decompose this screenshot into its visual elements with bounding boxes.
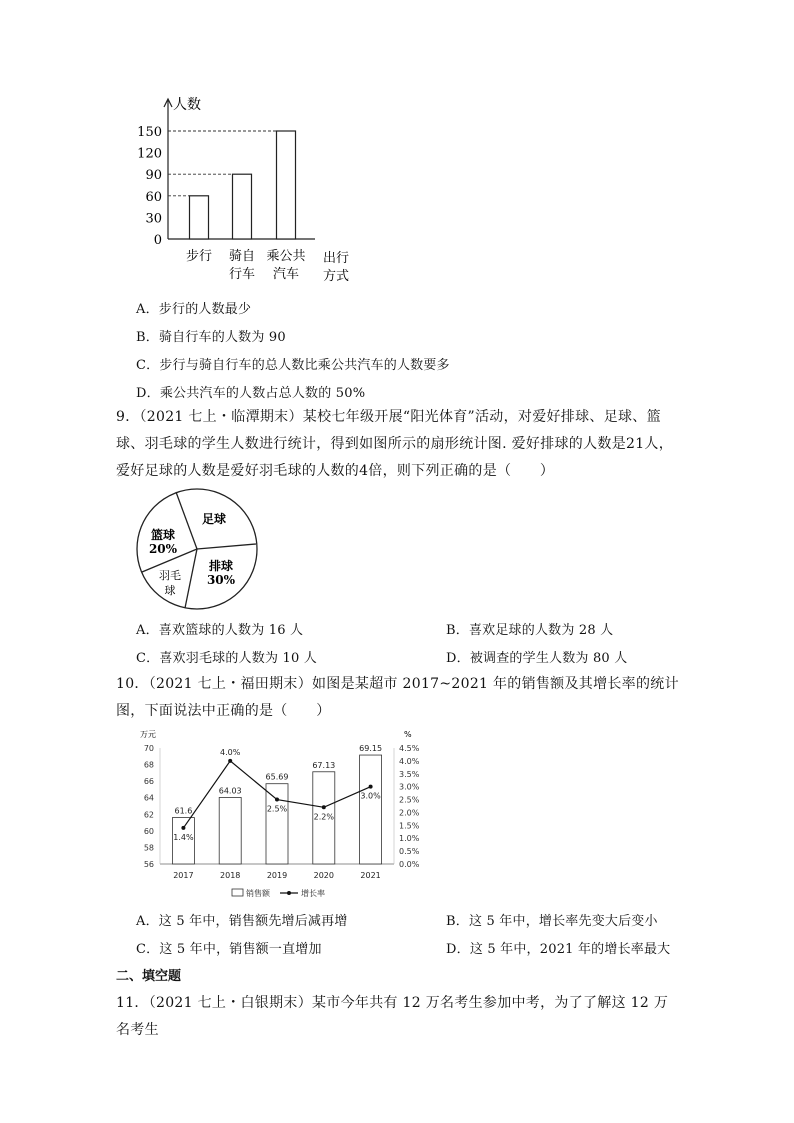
sports-pie-chart <box>134 488 262 612</box>
chart2-right-unit: % <box>404 730 412 739</box>
chart2-bar-2019 <box>266 784 288 864</box>
section-heading-fill-in: 二、填空题 <box>116 969 182 984</box>
chart1-x-tick-3-line2: 汽车 <box>272 267 300 282</box>
chart1-x-tick-1-line1: 步行 <box>185 249 213 264</box>
chart2-left-tick-56: 56 <box>143 860 154 869</box>
pie-label-football: 足球 <box>201 512 227 526</box>
chart2-right-tick-2.5%: 2.5% <box>399 795 420 805</box>
chart1-bar-1 <box>190 196 209 239</box>
question-10-text: 10．（2021 七上・福田期末）如图是某超市 2017~2021 年的销售额及其增长率的统计图，下面说法中正确的是（ ） <box>116 676 679 719</box>
chart2-left-tick-60: 60 <box>143 826 154 836</box>
chart2-right-tick-1.5%: 1.5% <box>399 821 420 831</box>
chart2-bar-2018 <box>219 797 241 864</box>
chart2-right-axis-ticks <box>399 744 420 869</box>
chart2-left-tick-66: 66 <box>143 777 154 787</box>
chart2-growth-point-2021 <box>369 785 373 789</box>
q10-option-c[interactable]: C．这 5 年中，销售额一直增加 <box>136 942 322 957</box>
chart2-legend <box>232 888 325 898</box>
chart2-x-tick-2019: 2019 <box>266 871 288 880</box>
chart2-growth-label-2018: 4.0% <box>220 747 241 757</box>
chart2-left-tick-62: 62 <box>143 810 154 820</box>
chart1-x-tick-3-line1: 乘公共 <box>266 249 306 264</box>
chart2-right-tick-4.0%: 4.0% <box>399 756 420 766</box>
chart2-bar-label-2018: 64.03 <box>218 786 242 796</box>
pie-label-volleyball: 排球 <box>208 559 234 573</box>
chart2-bar-label-2021: 69.15 <box>359 744 383 754</box>
chart1-y-tick-labels <box>137 125 162 248</box>
chart2-x-tick-labels <box>173 871 381 880</box>
chart1-x-axis-label-line2: 方式 <box>322 269 350 284</box>
q8-option-a[interactable]: A．步行的人数最少 <box>136 302 252 317</box>
chart2-growth-label-2017: 1.4% <box>173 832 194 842</box>
chart1-x-tick-labels <box>186 248 306 282</box>
q9-option-a[interactable]: A．喜欢篮球的人数为 16 人 <box>136 623 304 638</box>
chart2-legend-line-marker <box>287 891 291 895</box>
chart2-x-tick-2021: 2021 <box>360 871 381 880</box>
q10-option-a[interactable]: A．这 5 年中，销售额先增后减再增 <box>136 914 348 929</box>
chart2-bar-label-2017: 61.6 <box>174 806 193 816</box>
chart1-x-axis-label-line1: 出行 <box>322 251 350 266</box>
chart1-y-tick-60: 60 <box>145 189 162 205</box>
chart2-growth-label-2021: 3.0% <box>360 791 381 801</box>
q8-option-b[interactable]: B．骑自行车的人数为 90 <box>136 330 286 345</box>
chart2-left-tick-58: 58 <box>143 843 154 853</box>
question-9-text: 9．（2021 七上・临潭期末）某校七年级开展“阳光体育”活动，对爱好排球、足球、篮球、羽毛球的学生人数进行统计，得到如图所示的扇形统计图. 爱好排球的人数是21人，爱好足球的人数是爱好羽毛球的人数的4倍，则下列正确的是（ ） <box>116 409 674 479</box>
chart1-guide-lines <box>168 131 277 196</box>
chart2-legend-bar-label: 销售额 <box>246 889 270 898</box>
q9-option-b[interactable]: B．喜欢足球的人数为 28 人 <box>446 623 614 638</box>
chart2-bar-label-2019: 65.69 <box>265 772 289 782</box>
chart2-right-tick-0.5%: 0.5% <box>399 847 420 857</box>
chart1-x-axis-label <box>323 250 349 284</box>
chart2-growth-point-2019 <box>275 798 279 802</box>
sales-growth-combo-chart <box>136 727 436 905</box>
pie-label-basketball: 篮球 <box>150 528 176 542</box>
chart2-left-tick-64: 64 <box>143 793 154 803</box>
chart2-left-tick-68: 68 <box>143 760 154 770</box>
chart2-legend-bar-swatch <box>232 889 243 896</box>
q10-option-b[interactable]: B．这 5 年中，增长率先变大后变小 <box>446 914 658 929</box>
chart1-bar-3 <box>277 131 296 239</box>
chart2-legend-line-label: 增长率 <box>301 889 325 898</box>
chart2-growth-point-2017 <box>181 826 185 830</box>
chart2-right-tick-0.0%: 0.0% <box>399 860 420 869</box>
chart1-y-axis-label: 人数 <box>173 97 201 113</box>
chart2-right-tick-3.5%: 3.5% <box>399 769 420 779</box>
pie-label-basketball-percent: 20% <box>148 542 178 556</box>
chart2-growth-point-2020 <box>322 805 326 809</box>
q9-option-d[interactable]: D．被调查的学生人数为 80 人 <box>446 651 628 666</box>
travel-mode-bar-chart <box>135 92 375 287</box>
chart2-bar-label-2020: 67.13 <box>312 760 336 770</box>
chart1-y-tick-120: 120 <box>137 146 162 162</box>
chart2-bar-2021 <box>360 755 382 864</box>
chart2-right-tick-3.0%: 3.0% <box>399 782 420 792</box>
chart2-growth-point-2018 <box>228 759 232 763</box>
pie-label-badminton-line2: 球 <box>164 584 176 597</box>
q9-option-c[interactable]: C．喜欢羽毛球的人数为 10 人 <box>136 651 317 666</box>
chart1-x-tick-2-line1: 骑自 <box>228 249 256 264</box>
chart2-left-axis-ticks <box>144 744 154 869</box>
q8-option-c[interactable]: C．步行与骑自行车的总人数比乘公共汽车的人数要多 <box>136 358 450 373</box>
chart2-right-tick-1.0%: 1.0% <box>399 834 420 844</box>
pie-label-badminton-line1: 羽毛 <box>159 569 181 582</box>
chart1-y-tick-30: 30 <box>145 211 162 227</box>
chart2-x-tick-2018: 2018 <box>220 871 241 880</box>
chart2-growth-label-2019: 2.5% <box>266 804 288 814</box>
chart1-bar-2 <box>233 174 252 239</box>
chart2-right-tick-2.0%: 2.0% <box>399 808 420 818</box>
pie-label-volleyball-percent: 30% <box>206 573 236 587</box>
chart1-y-tick-150: 150 <box>137 125 162 140</box>
chart1-y-tick-0: 0 <box>153 233 162 248</box>
chart2-left-tick-70: 70 <box>143 744 154 753</box>
chart1-bars <box>190 131 296 239</box>
q8-option-d[interactable]: D．乘公共汽车的人数占总人数的 50% <box>136 386 366 401</box>
question-11-text: 11．（2021 七上・白银期末）某市今年共有 12 万名考生参加中考，为了了解这 12 万名考生 <box>116 995 669 1038</box>
chart2-x-tick-2020: 2020 <box>313 871 334 880</box>
chart1-y-tick-90: 90 <box>145 168 162 184</box>
chart1-x-tick-2-line2: 行车 <box>228 267 256 282</box>
chart2-x-tick-2017: 2017 <box>173 871 194 880</box>
q10-option-d[interactable]: D．这 5 年中，2021 年的增长率最大 <box>446 942 671 957</box>
chart2-left-unit: 万元 <box>140 730 156 739</box>
chart2-growth-label-2020: 2.2% <box>313 812 334 822</box>
chart2-right-tick-4.5%: 4.5% <box>399 744 420 753</box>
